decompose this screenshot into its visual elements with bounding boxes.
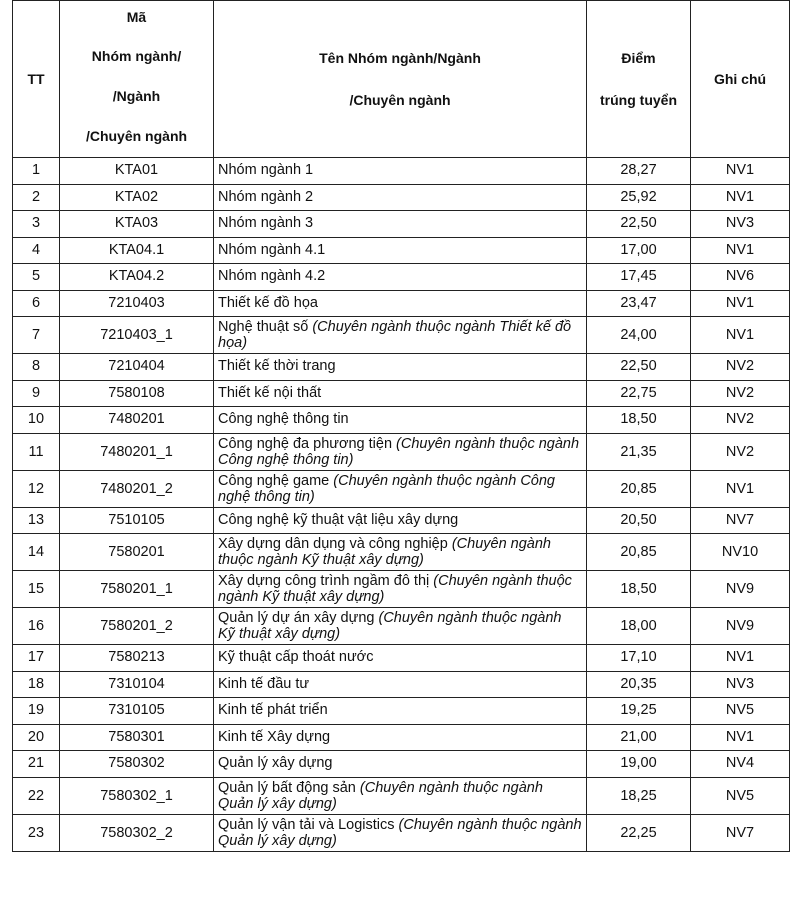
table-row [13, 317, 790, 354]
row-tt: 7 [13, 317, 60, 354]
row-name [214, 407, 587, 434]
table-row [13, 237, 790, 264]
table-row [13, 158, 790, 185]
row-score: 21,35 [587, 433, 691, 470]
row-name-text: Kinh tế Xây dựng [218, 728, 331, 745]
row-code: KTA03 [60, 211, 214, 238]
row-score: 20,85 [587, 534, 691, 571]
row-name-text: Xây dựng dân dụng và công nghiệp [218, 536, 452, 552]
table-row [13, 751, 790, 778]
table-row [13, 407, 790, 434]
row-name [214, 698, 587, 725]
row-name-text: Nhóm ngành 1 [218, 162, 314, 179]
row-tt: 21 [13, 751, 60, 778]
table-body [13, 158, 790, 852]
row-remark: NV9 [691, 571, 790, 608]
row-remark: NV4 [691, 751, 790, 778]
row-name-text: Nhóm ngành 4.2 [218, 268, 326, 285]
row-remark: NV1 [691, 237, 790, 264]
row-tt: 2 [13, 184, 60, 211]
row-code: KTA01 [60, 158, 214, 185]
row-remark: NV1 [691, 290, 790, 317]
row-name [214, 290, 587, 317]
row-name [214, 671, 587, 698]
row-score: 20,50 [587, 507, 691, 534]
row-name [214, 777, 587, 814]
row-score: 23,47 [587, 290, 691, 317]
row-score: 20,85 [587, 470, 691, 507]
row-score: 19,00 [587, 751, 691, 778]
row-name-text: Kinh tế đầu tư [218, 675, 310, 692]
row-name-text: Công nghệ game [218, 472, 334, 489]
row-name-text: Nghệ thuật số [218, 319, 313, 335]
row-tt: 11 [13, 433, 60, 470]
row-tt: 23 [13, 814, 60, 851]
table-row [13, 671, 790, 698]
row-code: 7310104 [60, 671, 214, 698]
row-name-text: Công nghệ thông tin [218, 411, 349, 428]
row-name-note: (Chuyên ngành thuộc ngành Kỹ thuật xây dựng) [218, 610, 562, 642]
row-tt: 15 [13, 571, 60, 608]
table-row [13, 724, 790, 751]
row-tt: 18 [13, 671, 60, 698]
row-remark: NV2 [691, 380, 790, 407]
row-name-note: (Chuyên ngành thuộc ngành Quản lý xây dựng) [218, 816, 582, 849]
row-code: 7580302_2 [60, 814, 214, 851]
table-row [13, 290, 790, 317]
table-row [13, 507, 790, 534]
row-remark: NV7 [691, 814, 790, 851]
row-remark: NV5 [691, 698, 790, 725]
row-name [214, 470, 587, 507]
row-name-text: Quản lý dự án xây dựng [218, 610, 379, 626]
row-remark: NV3 [691, 671, 790, 698]
row-name [214, 211, 587, 238]
row-name [214, 724, 587, 751]
row-tt: 1 [13, 158, 60, 185]
row-name-text: Quản lý bất động sản [218, 779, 360, 796]
row-code: 7580108 [60, 380, 214, 407]
row-score: 18,00 [587, 608, 691, 645]
row-score: 22,50 [587, 354, 691, 381]
table-row [13, 184, 790, 211]
table-row [13, 645, 790, 672]
row-name-text: Thiết kế đồ họa [218, 294, 318, 311]
row-code: KTA02 [60, 184, 214, 211]
header-name-line: /Chuyên ngành [349, 92, 451, 108]
row-score: 25,92 [587, 184, 691, 211]
table-row [13, 433, 790, 470]
row-remark: NV7 [691, 507, 790, 534]
row-tt: 13 [13, 507, 60, 534]
row-tt: 4 [13, 237, 60, 264]
row-code: 7580201_2 [60, 608, 214, 645]
row-name [214, 184, 587, 211]
row-name-text: Quản lý xây dựng [218, 755, 333, 772]
row-name [214, 237, 587, 264]
header-score [587, 1, 691, 158]
row-name-text: Nhóm ngành 3 [218, 215, 314, 232]
row-code: 7310105 [60, 698, 214, 725]
row-code: 7510105 [60, 507, 214, 534]
row-name [214, 534, 587, 571]
row-tt: 10 [13, 407, 60, 434]
row-remark: NV1 [691, 645, 790, 672]
row-remark: NV1 [691, 317, 790, 354]
row-name [214, 158, 587, 185]
row-name-note: (Chuyên ngành thuộc ngành Công nghệ thông tin) [218, 435, 580, 468]
table-row [13, 608, 790, 645]
header-name [214, 1, 587, 158]
row-code: 7480201_1 [60, 433, 214, 470]
header-score-line: trúng tuyển [600, 92, 677, 108]
row-code: 7210403 [60, 290, 214, 317]
row-name-text: Xây dựng công trình ngầm đô thị [218, 573, 434, 589]
row-name-text: Công nghệ kỹ thuật vật liệu xây dựng [218, 511, 459, 528]
table-row [13, 814, 790, 851]
row-tt: 16 [13, 608, 60, 645]
row-name [214, 645, 587, 672]
header-name-line: Tên Nhóm ngành/Ngành [319, 50, 481, 66]
row-tt: 8 [13, 354, 60, 381]
row-name [214, 751, 587, 778]
row-tt: 3 [13, 211, 60, 238]
row-tt: 12 [13, 470, 60, 507]
row-name-text: Thiết kế thời trang [218, 358, 336, 375]
table-row [13, 534, 790, 571]
row-name [214, 264, 587, 291]
table-row [13, 571, 790, 608]
row-code: 7580213 [60, 645, 214, 672]
header-remark: Ghi chú [691, 1, 790, 158]
row-score: 19,25 [587, 698, 691, 725]
row-remark: NV1 [691, 470, 790, 507]
row-score: 24,00 [587, 317, 691, 354]
row-tt: 17 [13, 645, 60, 672]
row-code: 7210403_1 [60, 317, 214, 354]
table-row [13, 380, 790, 407]
header-code [60, 1, 214, 158]
row-score: 22,75 [587, 380, 691, 407]
row-score: 17,45 [587, 264, 691, 291]
row-tt: 22 [13, 777, 60, 814]
row-name-text: Nhóm ngành 4.1 [218, 241, 326, 258]
row-tt: 20 [13, 724, 60, 751]
row-score: 22,25 [587, 814, 691, 851]
row-tt: 6 [13, 290, 60, 317]
row-name [214, 354, 587, 381]
row-code: 7580201 [60, 534, 214, 571]
table-row [13, 470, 790, 507]
row-code: 7580301 [60, 724, 214, 751]
row-score: 18,25 [587, 777, 691, 814]
row-score: 21,00 [587, 724, 691, 751]
row-remark: NV2 [691, 407, 790, 434]
header-code-line: /Ngành [112, 88, 161, 104]
row-remark: NV3 [691, 211, 790, 238]
row-name-text: Quản lý vận tải và Logistics [218, 816, 399, 833]
row-name [214, 571, 587, 608]
row-remark: NV6 [691, 264, 790, 291]
row-score: 28,27 [587, 158, 691, 185]
row-code: KTA04.1 [60, 237, 214, 264]
row-score: 22,50 [587, 211, 691, 238]
row-name-text: Công nghệ đa phương tiện [218, 435, 397, 452]
row-code: 7580302_1 [60, 777, 214, 814]
row-name [214, 814, 587, 851]
header-tt: TT [13, 1, 60, 158]
row-code: 7480201_2 [60, 470, 214, 507]
row-name-text: Kinh tế phát triển [218, 702, 328, 719]
table-row [13, 354, 790, 381]
row-code: 7580302 [60, 751, 214, 778]
row-remark: NV9 [691, 608, 790, 645]
table-row [13, 698, 790, 725]
row-tt: 5 [13, 264, 60, 291]
row-name-note: (Chuyên ngành thuộc ngành Kỹ thuật xây dựng) [218, 536, 552, 568]
header-code-line: /Chuyên ngành [85, 128, 188, 144]
row-code: 7210404 [60, 354, 214, 381]
row-score: 17,10 [587, 645, 691, 672]
header-code-line: Nhóm ngành/ [91, 48, 182, 64]
row-name-text: Thiết kế nội thất [218, 384, 322, 401]
row-code: 7580201_1 [60, 571, 214, 608]
row-remark: NV1 [691, 158, 790, 185]
row-name [214, 608, 587, 645]
table-row [13, 777, 790, 814]
row-score: 17,00 [587, 237, 691, 264]
header-score-line: Điểm [621, 50, 656, 66]
row-name-note: (Chuyên ngành thuộc ngành Quản lý xây dựng) [218, 779, 543, 812]
table-header-row [13, 1, 790, 158]
row-name-note: (Chuyên ngành thuộc ngành Công nghệ thông tin) [218, 472, 555, 505]
table-row [13, 211, 790, 238]
row-remark: NV1 [691, 184, 790, 211]
row-remark: NV10 [691, 534, 790, 571]
row-name-text: Kỹ thuật cấp thoát nước [218, 649, 374, 666]
row-code: KTA04.2 [60, 264, 214, 291]
row-score: 18,50 [587, 571, 691, 608]
row-name-text: Nhóm ngành 2 [218, 188, 314, 205]
header-code-line: Mã [126, 9, 147, 25]
row-name [214, 507, 587, 534]
row-tt: 14 [13, 534, 60, 571]
row-code: 7480201 [60, 407, 214, 434]
row-remark: NV5 [691, 777, 790, 814]
row-name-note: (Chuyên ngành thuộc ngành Thiết kế đồ họa) [218, 319, 572, 351]
row-remark: NV1 [691, 724, 790, 751]
row-tt: 19 [13, 698, 60, 725]
row-name [214, 380, 587, 407]
row-remark: NV2 [691, 433, 790, 470]
row-name [214, 317, 587, 354]
row-name-note: (Chuyên ngành thuộc ngành Kỹ thuật xây dựng) [218, 573, 572, 605]
table-row [13, 264, 790, 291]
admission-scores-table [12, 0, 790, 852]
row-name [214, 433, 587, 470]
row-remark: NV2 [691, 354, 790, 381]
row-score: 20,35 [587, 671, 691, 698]
row-tt: 9 [13, 380, 60, 407]
row-score: 18,50 [587, 407, 691, 434]
